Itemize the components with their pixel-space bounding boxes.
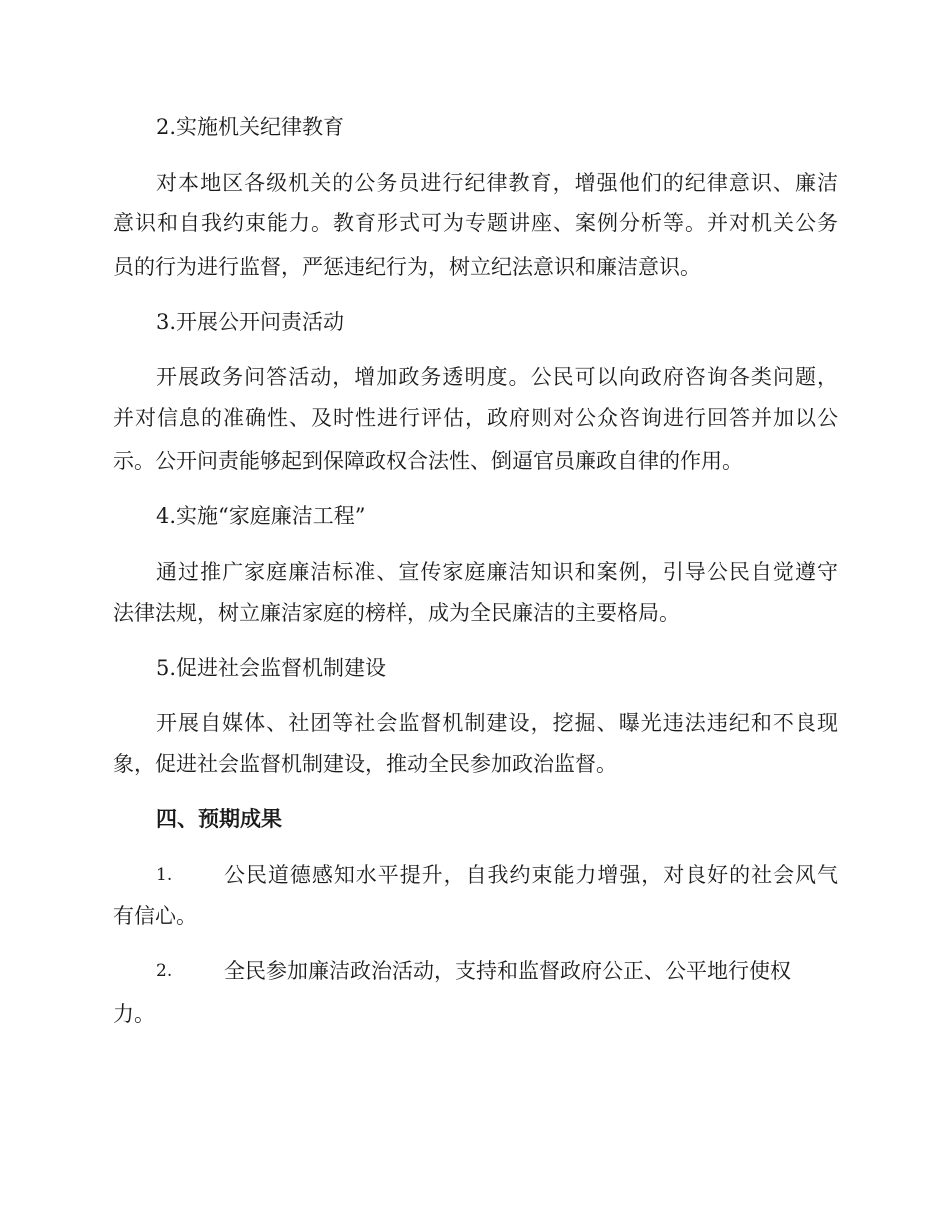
paragraph-line: 象，促进社会监督机制建设，推动全民参加政治监督。 xyxy=(113,752,617,776)
paragraph-line: 法律法规，树立廉洁家庭的榜样，成为全民廉洁的主要格局。 xyxy=(113,601,680,625)
list-item-line: 全民参加廉洁政治活动，支持和监督政府公正、公平地行使权 xyxy=(224,959,791,983)
list-number: 1. xyxy=(156,865,173,885)
section-title: 四、预期成果 xyxy=(156,806,282,831)
paragraph-line: 示。公开问责能够起到保障政权合法性、倒逼官员廉政自律的作用。 xyxy=(113,449,743,473)
section-heading: 3.开展公开问责活动 xyxy=(156,310,345,334)
paragraph-line: 对本地区各级机关的公务员进行纪律教育，增强他们的纪律意识、廉洁 xyxy=(156,171,838,195)
paragraph-line: 意识和自我约束能力。教育形式可为专题讲座、案例分析等。并对机关公务 xyxy=(113,211,838,235)
list-item-line: 力。 xyxy=(113,1002,155,1026)
paragraph-line: 开展政务问答活动，增加政务透明度。公民可以向政府咨询各类问题， xyxy=(156,365,838,389)
section-heading: 2.实施机关纪律教育 xyxy=(156,115,345,139)
section-heading: 4.实施“家庭廉洁工程” xyxy=(156,504,366,528)
section-heading: 5.促进社会监督机制建设 xyxy=(156,656,387,680)
list-item-line: 有信心。 xyxy=(113,904,197,928)
paragraph-line: 并对信息的准确性、及时性进行评估，政府则对公众咨询进行回答并加以公 xyxy=(113,406,838,430)
paragraph-line: 员的行为进行监督，严惩违纪行为，树立纪法意识和廉洁意识。 xyxy=(113,255,701,279)
paragraph-line: 通过推广家庭廉洁标准、宣传家庭廉洁知识和案例，引导公民自觉遵守 xyxy=(156,560,838,584)
list-item-line: 公民道德感知水平提升，自我约束能力增强，对良好的社会风气 xyxy=(224,863,838,887)
paragraph-line: 开展自媒体、社团等社会监督机制建设，挖掘、曝光违法违纪和不良现 xyxy=(156,711,838,735)
list-number: 2. xyxy=(156,961,173,981)
